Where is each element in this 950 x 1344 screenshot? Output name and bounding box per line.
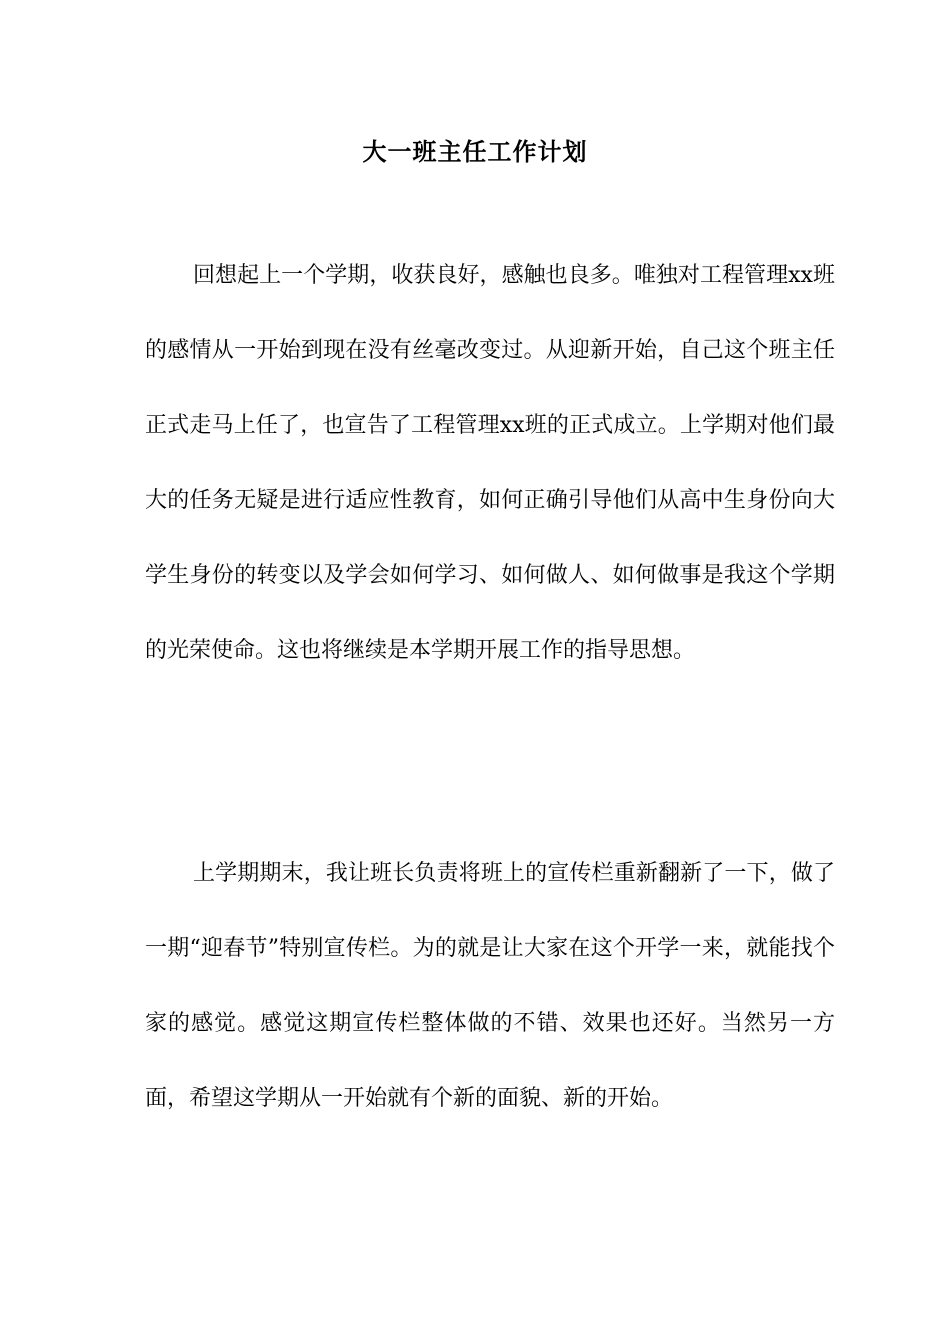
document-title: 大一班主任工作计划 — [362, 137, 588, 166]
paragraph-2: 上学期期末，我让班长负责将班上的宣传栏重新翻新了一下，做了一期“迎春节”特别宣传栏。为的就是让大家在这个开学一来，就能找个家的感觉。感觉这期宣传栏整体做的不错、效果也还好。当然另一方面，希望这学期从一开始就有个新的面貌、新的开始。 — [145, 861, 835, 1111]
paragraph-1: 回想起上一个学期，收获良好，感触也良多。唯独对工程管理xx班的感情从一开始到现在没有丝毫改变过。从迎新开始，自己这个班主任正式走马上任了，也宣告了工程管理xx班的正式成立。上学期对他们最大的任务无疑是进行适应性教育，如何正确引导他们从高中生身份向大学生身份的转变以及学会如何学习、如何做人、如何做事是我这个学期的光荣使命。这也将继续是本学期开展工作的指导思想。 — [145, 263, 835, 663]
